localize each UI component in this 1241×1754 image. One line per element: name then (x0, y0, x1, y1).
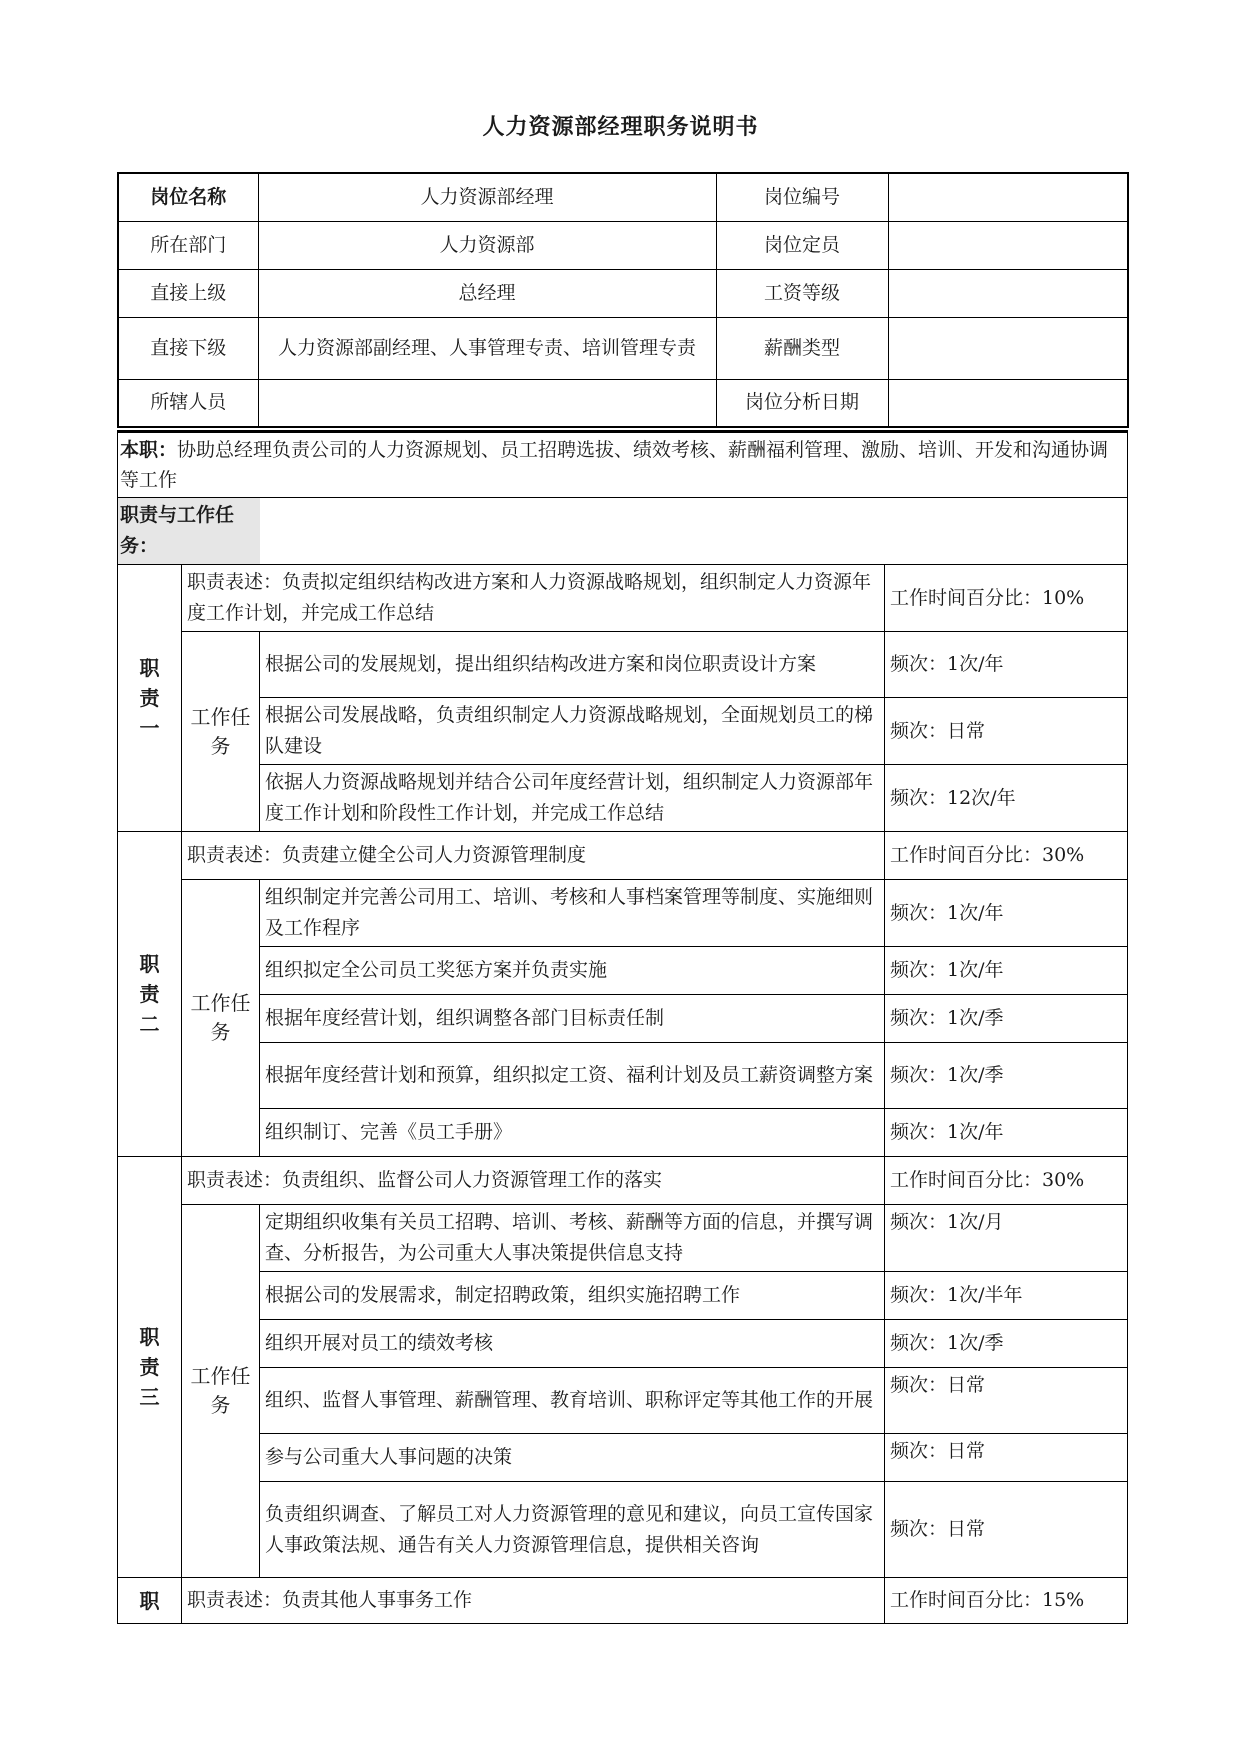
summary-label: 本职： (120, 439, 178, 461)
duty-3-task-2-freq: 频次：1次/半年 (885, 1272, 1128, 1320)
duty-2-task-1-freq: 频次：1次/年 (885, 880, 1128, 947)
superior-value: 总经理 (258, 269, 716, 317)
duty-2-task-label: 工作任务 (182, 880, 260, 1157)
analysis-date-label: 岗位分析日期 (716, 379, 888, 427)
staff-label: 所辖人员 (118, 379, 258, 427)
duty-3-task-6: 负责组织调查、了解员工对人力资源管理的意见和建议，向员工宣传国家人事政策法规、通告有关人力资源管理信息，提供相关咨询 (260, 1482, 885, 1578)
duty-3-task-1: 定期组织收集有关员工招聘、培训、考核、薪酬等方面的信息，并撰写调查、分析报告，为公司重大人事决策提供信息支持 (260, 1205, 885, 1272)
duty-3-title: 职 责 三 (118, 1157, 182, 1578)
duty-3-task-5: 参与公司重大人事问题的决策 (260, 1434, 885, 1482)
duty-4-desc: 职责表述：负责其他人事事务工作 (182, 1578, 885, 1624)
duty-3-desc: 职责表述：负责组织、监督公司人力资源管理工作的落实 (182, 1157, 885, 1205)
duties-header: 职责与工作任务： (118, 498, 260, 565)
duty-1-task-2: 根据公司发展战略，负责组织制定人力资源战略规划，全面规划员工的梯队建设 (260, 698, 885, 765)
analysis-date-value (888, 379, 1128, 427)
duty-3-percent: 工作时间百分比：30% (885, 1157, 1128, 1205)
headcount-value (888, 221, 1128, 269)
duty-3-task-3-freq: 频次：1次/季 (885, 1320, 1128, 1368)
duty-3-task-4: 组织、监督人事管理、薪酬管理、教育培训、职称评定等其他工作的开展 (260, 1368, 885, 1434)
pay-type-label: 薪酬类型 (716, 317, 888, 379)
duty-1-task-3-freq: 频次：12次/年 (885, 765, 1128, 832)
duty-3-task-4-freq: 频次：日常 (885, 1368, 1128, 1434)
duty-2-task-5: 组织制订、完善《员工手册》 (260, 1109, 885, 1157)
duty-3-task-5-freq: 频次：日常 (885, 1434, 1128, 1482)
duty-2-task-3: 根据年度经营计划，组织调整各部门目标责任制 (260, 995, 885, 1043)
duties-table (117, 430, 1128, 1624)
duty-2-task-4-freq: 频次：1次/季 (885, 1043, 1128, 1109)
duty-2-percent: 工作时间百分比：30% (885, 832, 1128, 880)
duties-header-filler (260, 498, 1128, 565)
headcount-label: 岗位定员 (716, 221, 888, 269)
duty-1-task-3: 依据人力资源战略规划并结合公司年度经营计划，组织制定人力资源部年度工作计划和阶段性工作计划，并完成工作总结 (260, 765, 885, 832)
duty-3-task-1-freq: 频次：1次/月 (885, 1205, 1128, 1272)
subordinate-value: 人力资源部副经理、人事管理专责、培训管理专责 (258, 317, 716, 379)
duty-2-task-4: 根据年度经营计划和预算，组织拟定工资、福利计划及员工薪资调整方案 (260, 1043, 885, 1109)
duty-2-title: 职 责 二 (118, 832, 182, 1157)
pay-type-value (888, 317, 1128, 379)
superior-label: 直接上级 (118, 269, 258, 317)
position-info-table (117, 172, 1129, 428)
duty-2-task-3-freq: 频次：1次/季 (885, 995, 1128, 1043)
salary-grade-value (888, 269, 1128, 317)
duty-1-percent: 工作时间百分比：10% (885, 565, 1128, 632)
dept-label: 所在部门 (118, 221, 258, 269)
duty-1-task-2-freq: 频次：日常 (885, 698, 1128, 765)
subordinate-label: 直接下级 (118, 317, 258, 379)
duty-2-task-1: 组织制定并完善公司用工、培训、考核和人事档案管理等制度、实施细则及工作程序 (260, 880, 885, 947)
summary-text: 协助总经理负责公司的人力资源规划、员工招聘选拔、绩效考核、薪酬福利管理、激励、培训、开发和沟通协调等工作 (120, 439, 1109, 491)
duty-1-desc: 职责表述：负责拟定组织结构改进方案和人力资源战略规划，组织制定人力资源年度工作计划，并完成工作总结 (182, 565, 885, 632)
duty-3-task-6-freq: 频次：日常 (885, 1482, 1128, 1578)
duty-2-task-5-freq: 频次：1次/年 (885, 1109, 1128, 1157)
summary-cell (118, 432, 1128, 498)
position-name-label: 岗位名称 (118, 173, 258, 221)
duty-2-desc: 职责表述：负责建立健全公司人力资源管理制度 (182, 832, 885, 880)
position-no-value (888, 173, 1128, 221)
position-no-label: 岗位编号 (716, 173, 888, 221)
duty-3-task-2: 根据公司的发展需求，制定招聘政策，组织实施招聘工作 (260, 1272, 885, 1320)
position-name-value: 人力资源部经理 (258, 173, 716, 221)
salary-grade-label: 工资等级 (716, 269, 888, 317)
duty-2-task-2: 组织拟定全公司员工奖惩方案并负责实施 (260, 947, 885, 995)
duty-3-task-3: 组织开展对员工的绩效考核 (260, 1320, 885, 1368)
duty-1-task-label: 工作任务 (182, 632, 260, 832)
duty-4-title: 职 (118, 1578, 182, 1624)
duty-1-task-1: 根据公司的发展规划，提出组织结构改进方案和岗位职责设计方案 (260, 632, 885, 698)
duty-2-task-2-freq: 频次：1次/年 (885, 947, 1128, 995)
duty-1-title: 职 责 一 (118, 565, 182, 832)
dept-value: 人力资源部 (258, 221, 716, 269)
duty-1-task-1-freq: 频次：1次/年 (885, 632, 1128, 698)
staff-value (258, 379, 716, 427)
page-title: 人力资源部经理职务说明书 (482, 115, 759, 140)
duty-3-task-label: 工作任务 (182, 1205, 260, 1578)
duty-4-percent: 工作时间百分比：15% (885, 1578, 1128, 1624)
